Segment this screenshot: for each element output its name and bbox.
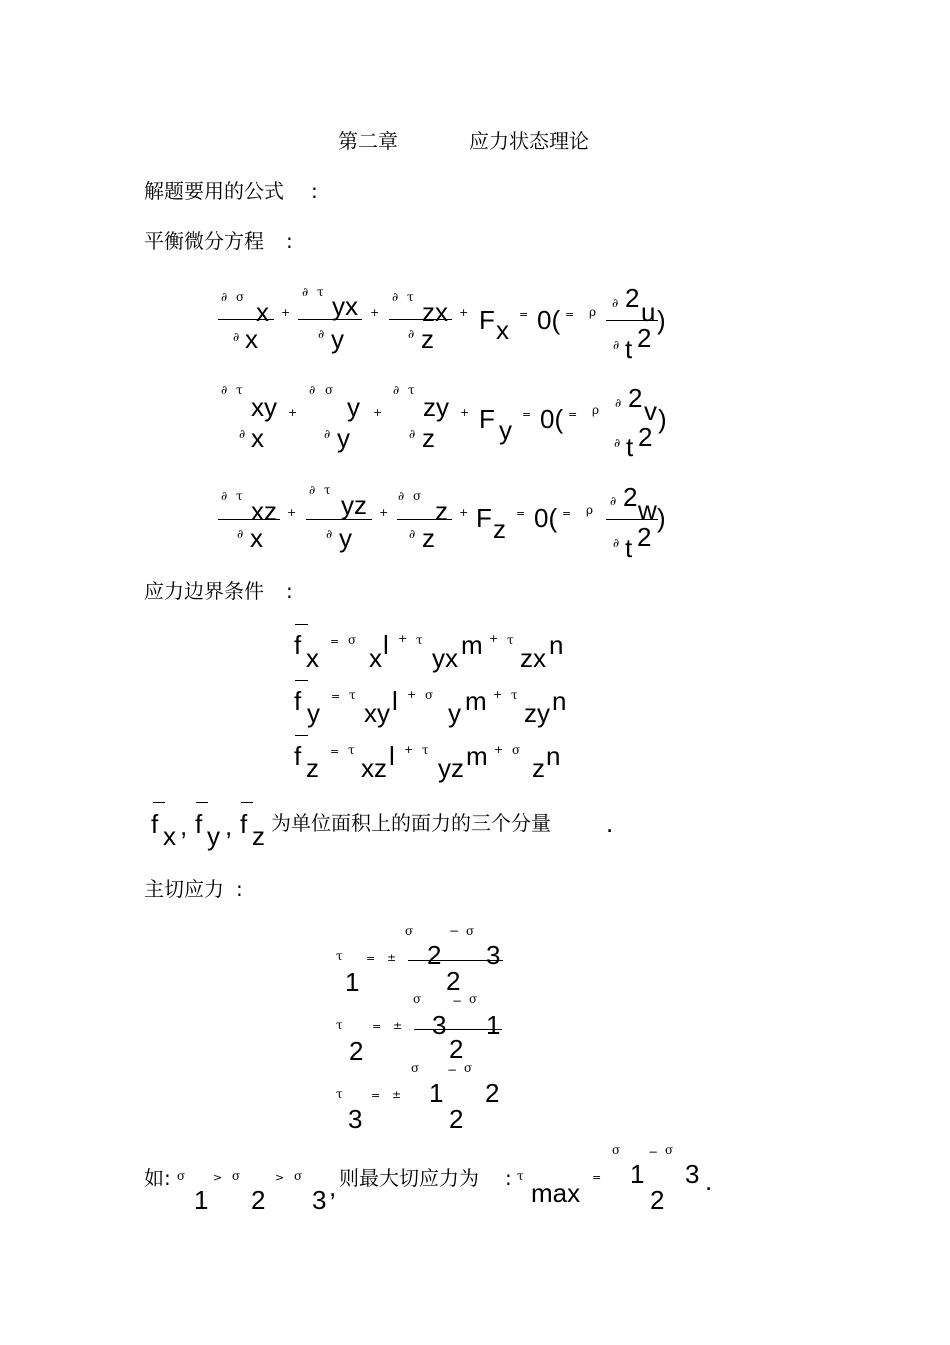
- example-colon: :: [505, 1166, 512, 1190]
- denominator: x: [245, 324, 258, 354]
- minus-sign: −: [447, 1063, 458, 1077]
- plus-sign: +: [288, 406, 298, 419]
- sigma-symbol: σ: [665, 1143, 674, 1157]
- rho-symbol: ρ: [589, 305, 597, 319]
- exponent: 2: [628, 383, 643, 413]
- partial-symbol: ∂: [398, 489, 405, 503]
- partial-symbol: ∂: [613, 536, 620, 550]
- fraction-bar: [414, 1029, 502, 1030]
- tau-symbol: τ: [317, 285, 324, 299]
- partial-symbol: ∂: [393, 383, 400, 397]
- plus-sign: +: [493, 688, 503, 701]
- sigma-symbol: σ: [348, 633, 357, 647]
- close-paren: ): [657, 305, 666, 335]
- denominator: 2: [449, 1104, 464, 1134]
- numerator-index: 1: [486, 1010, 501, 1040]
- direction-cosine: m: [465, 686, 487, 716]
- surface-force-sub: x: [163, 821, 176, 851]
- partial-symbol: ∂: [614, 436, 621, 450]
- numerator-index: 1: [429, 1078, 444, 1108]
- partial-symbol: ∂: [318, 327, 325, 341]
- equals-sign: =: [366, 952, 376, 965]
- body-force-sub: x: [496, 315, 509, 345]
- term: xz: [251, 496, 277, 526]
- close-paren: ): [657, 503, 666, 533]
- direction-cosine: l: [389, 741, 395, 771]
- time: t: [625, 334, 633, 364]
- tau-symbol: τ: [507, 633, 514, 647]
- fraction-bar: [389, 319, 452, 320]
- direction-cosine: n: [552, 686, 567, 716]
- term: yx: [332, 291, 358, 321]
- term: zy: [423, 392, 449, 422]
- partial-symbol: ∂: [309, 383, 316, 397]
- exponent: 2: [625, 283, 640, 313]
- denominator: 2: [650, 1185, 665, 1215]
- surface-force-sub: z: [252, 821, 265, 851]
- surface-force: f: [294, 741, 302, 771]
- close-paren: ): [658, 404, 667, 434]
- partial-symbol: ∂: [326, 527, 333, 541]
- tau-symbol: τ: [348, 743, 355, 757]
- partial-symbol: ∂: [233, 330, 240, 344]
- equals-sign: =: [371, 1089, 381, 1102]
- final-period: .: [705, 1166, 713, 1196]
- sigma-sub: 3: [312, 1185, 327, 1215]
- partial-symbol: ∂: [392, 290, 399, 304]
- tau-sub: 3: [348, 1104, 363, 1134]
- boundary-colon: :: [286, 579, 293, 603]
- numerator-index: 3: [685, 1159, 700, 1189]
- stress-sub: yz: [438, 753, 464, 783]
- comma: ,: [225, 811, 233, 841]
- partial-symbol: ∂: [409, 527, 416, 541]
- body-force-sub: z: [493, 514, 506, 544]
- plus-sign: +: [460, 406, 470, 419]
- surface-force-sub: y: [307, 698, 320, 728]
- plus-sign: +: [287, 506, 297, 519]
- sigma-symbol: σ: [425, 688, 434, 702]
- direction-cosine: m: [466, 741, 488, 771]
- comma: ,: [180, 811, 188, 841]
- surface-force: f: [195, 809, 203, 839]
- equals-sign: =: [330, 635, 340, 648]
- sigma-symbol: σ: [466, 924, 475, 938]
- term: y: [347, 392, 360, 422]
- exponent: 2: [638, 422, 653, 452]
- fraction-bar: [218, 319, 274, 320]
- sigma-sub: 2: [251, 1185, 266, 1215]
- stress-sub: z: [532, 753, 545, 783]
- stress-sub: zy: [524, 698, 550, 728]
- sigma-symbol: σ: [469, 992, 478, 1006]
- exponent: 2: [637, 323, 652, 353]
- denominator: y: [331, 324, 344, 354]
- overline: [196, 802, 208, 803]
- displacement: u: [641, 297, 656, 327]
- tau-symbol: τ: [349, 688, 356, 702]
- equals-sign: =: [331, 690, 341, 703]
- partial-symbol: ∂: [221, 383, 228, 397]
- equals-sign: =: [519, 308, 529, 321]
- direction-cosine: m: [461, 630, 483, 660]
- sigma-symbol: σ: [512, 743, 521, 757]
- fraction-bar: [606, 320, 658, 321]
- partial-symbol: ∂: [309, 483, 316, 497]
- direction-cosine: l: [392, 686, 398, 716]
- term: z: [435, 496, 448, 526]
- partial-symbol: ∂: [239, 427, 246, 441]
- tau-symbol: τ: [336, 1018, 343, 1032]
- equals-sign: =: [330, 745, 340, 758]
- partial-symbol: ∂: [221, 489, 228, 503]
- tau-sub: 1: [345, 967, 360, 997]
- tau-symbol: τ: [416, 633, 423, 647]
- exponent: 2: [637, 522, 652, 552]
- surface-force-sub: y: [207, 821, 220, 851]
- stress-sub: xz: [361, 753, 387, 783]
- equals-sign: =: [565, 308, 575, 321]
- stress-sub: xy: [364, 698, 390, 728]
- sigma-symbol: σ: [405, 924, 414, 938]
- displacement: v: [644, 396, 657, 426]
- surface-force-sub: x: [306, 643, 319, 673]
- overline: [295, 624, 308, 625]
- fraction-bar: [397, 519, 452, 520]
- tau-symbol: τ: [324, 483, 331, 497]
- fraction-bar: [298, 319, 362, 320]
- stress-sub: y: [448, 698, 461, 728]
- denominator: 2: [446, 966, 461, 996]
- direction-cosine: n: [549, 630, 564, 660]
- plus-sign: +: [373, 406, 383, 419]
- tau-symbol: τ: [422, 743, 429, 757]
- tau-symbol: τ: [511, 688, 518, 702]
- denominator: z: [422, 423, 435, 453]
- tau-symbol: τ: [517, 1169, 524, 1183]
- chapter-label: 第二章: [338, 129, 398, 153]
- plus-minus-sign: ±: [387, 951, 397, 964]
- minus-sign: −: [452, 994, 463, 1008]
- comma: ,: [329, 1172, 337, 1202]
- body-force: F: [476, 503, 492, 533]
- exponent: 2: [623, 482, 638, 512]
- sigma-symbol: σ: [464, 1061, 473, 1075]
- numerator-index: 2: [427, 940, 442, 970]
- greater-than-sign: >: [275, 1171, 285, 1184]
- sigma-symbol: σ: [325, 383, 334, 397]
- tau-symbol: τ: [408, 383, 415, 397]
- minus-sign: −: [648, 1145, 659, 1159]
- plus-sign: +: [379, 506, 389, 519]
- surface-force: f: [294, 686, 302, 716]
- principal-shear-colon: :: [236, 877, 243, 901]
- plus-sign: +: [407, 688, 417, 701]
- term: yz: [341, 490, 367, 520]
- equilibrium-heading: 平衡微分方程: [144, 229, 264, 253]
- fraction-bar: [408, 960, 503, 961]
- example-text: 则最大切应力为: [339, 1166, 479, 1190]
- equals-sign: =: [568, 408, 578, 421]
- plus-minus-sign: ±: [393, 1019, 403, 1032]
- chapter-title: 应力状态理论: [469, 129, 589, 153]
- note-text: 为单位面积上的面力的三个分量: [271, 811, 551, 835]
- sigma-symbol: σ: [177, 1169, 186, 1183]
- intro-colon: :: [311, 179, 318, 203]
- numerator-index: 1: [630, 1159, 645, 1189]
- equilibrium-colon: :: [286, 229, 293, 253]
- tau-sub: 2: [349, 1036, 364, 1066]
- example-prefix: 如:: [144, 1166, 171, 1190]
- sigma-symbol: σ: [413, 992, 422, 1006]
- surface-force: f: [151, 809, 159, 839]
- denominator: y: [339, 523, 352, 553]
- denominator: x: [250, 523, 263, 553]
- time: t: [626, 432, 634, 462]
- sigma-symbol: σ: [232, 1169, 241, 1183]
- partial-symbol: ∂: [408, 327, 415, 341]
- numerator-index: 2: [485, 1078, 500, 1108]
- tau-symbol: τ: [407, 290, 414, 304]
- fraction-bar: [218, 519, 280, 520]
- surface-force: f: [240, 809, 248, 839]
- denominator: 2: [449, 1034, 464, 1064]
- denominator: y: [337, 423, 350, 453]
- tau-symbol: τ: [336, 1087, 343, 1101]
- greater-than-sign: >: [213, 1171, 223, 1184]
- overline: [295, 680, 308, 681]
- numerator-index: 3: [432, 1010, 447, 1040]
- term: xy: [251, 392, 277, 422]
- note-period: .: [606, 808, 614, 838]
- boundary-heading: 应力边界条件: [144, 579, 264, 603]
- overline: [295, 735, 308, 736]
- plus-sign: +: [489, 632, 499, 645]
- tau-symbol: τ: [236, 383, 243, 397]
- plus-sign: +: [404, 743, 414, 756]
- denominator: z: [421, 324, 434, 354]
- surface-force-sub: z: [306, 753, 319, 783]
- partial-symbol: ∂: [409, 427, 416, 441]
- sigma-symbol: σ: [612, 1143, 621, 1157]
- body-force-sub: y: [499, 415, 512, 445]
- time: t: [625, 533, 633, 563]
- stress-sub: x: [369, 643, 382, 673]
- body-force: F: [479, 305, 495, 335]
- tau-max-sub: max: [531, 1178, 581, 1208]
- minus-sign: −: [449, 924, 460, 938]
- fraction-bar: [306, 519, 372, 520]
- partial-symbol: ∂: [221, 290, 228, 304]
- stress-sub: zx: [520, 643, 546, 673]
- direction-cosine: n: [546, 741, 561, 771]
- partial-symbol: ∂: [613, 338, 620, 352]
- partial-symbol: ∂: [302, 285, 309, 299]
- intro-heading: 解题要用的公式: [144, 179, 284, 203]
- partial-symbol: ∂: [237, 527, 244, 541]
- partial-symbol: ∂: [612, 296, 619, 310]
- plus-sign: +: [370, 306, 380, 319]
- zero: 0(: [537, 305, 561, 335]
- overline: [153, 802, 165, 803]
- sigma-sub: 1: [194, 1185, 209, 1215]
- overline: [241, 802, 253, 803]
- plus-sign: +: [459, 306, 469, 319]
- fraction-bar: [606, 519, 658, 520]
- plus-minus-sign: ±: [392, 1088, 402, 1101]
- partial-symbol: ∂: [610, 494, 617, 508]
- plus-sign: +: [459, 506, 469, 519]
- direction-cosine: l: [383, 630, 389, 660]
- plus-sign: +: [398, 632, 408, 645]
- sigma-symbol: σ: [294, 1169, 303, 1183]
- body-force: F: [479, 404, 495, 434]
- zero: 0(: [534, 503, 558, 533]
- sigma-symbol: σ: [413, 489, 422, 503]
- displacement: w: [638, 495, 657, 525]
- sigma-symbol: σ: [236, 290, 245, 304]
- partial-symbol: ∂: [324, 427, 331, 441]
- numerator-index: 3: [486, 940, 501, 970]
- equals-sign: =: [516, 507, 526, 520]
- equals-sign: =: [562, 507, 572, 520]
- term: zx: [422, 297, 448, 327]
- plus-sign: +: [281, 306, 291, 319]
- zero: 0(: [540, 404, 564, 434]
- equals-sign: =: [372, 1020, 382, 1033]
- rho-symbol: ρ: [592, 403, 600, 417]
- equals-sign: =: [522, 408, 532, 421]
- partial-symbol: ∂: [615, 396, 622, 410]
- rho-symbol: ρ: [586, 503, 594, 517]
- denominator: z: [422, 523, 435, 553]
- surface-force: f: [294, 630, 302, 660]
- principal-shear-heading: 主切应力: [144, 877, 224, 901]
- tau-symbol: τ: [336, 949, 343, 963]
- denominator: x: [251, 423, 264, 453]
- term: x: [256, 297, 269, 327]
- stress-sub: yx: [432, 643, 458, 673]
- equals-sign: =: [592, 1171, 602, 1184]
- tau-symbol: τ: [236, 489, 243, 503]
- plus-sign: +: [494, 743, 504, 756]
- sigma-symbol: σ: [411, 1061, 420, 1075]
